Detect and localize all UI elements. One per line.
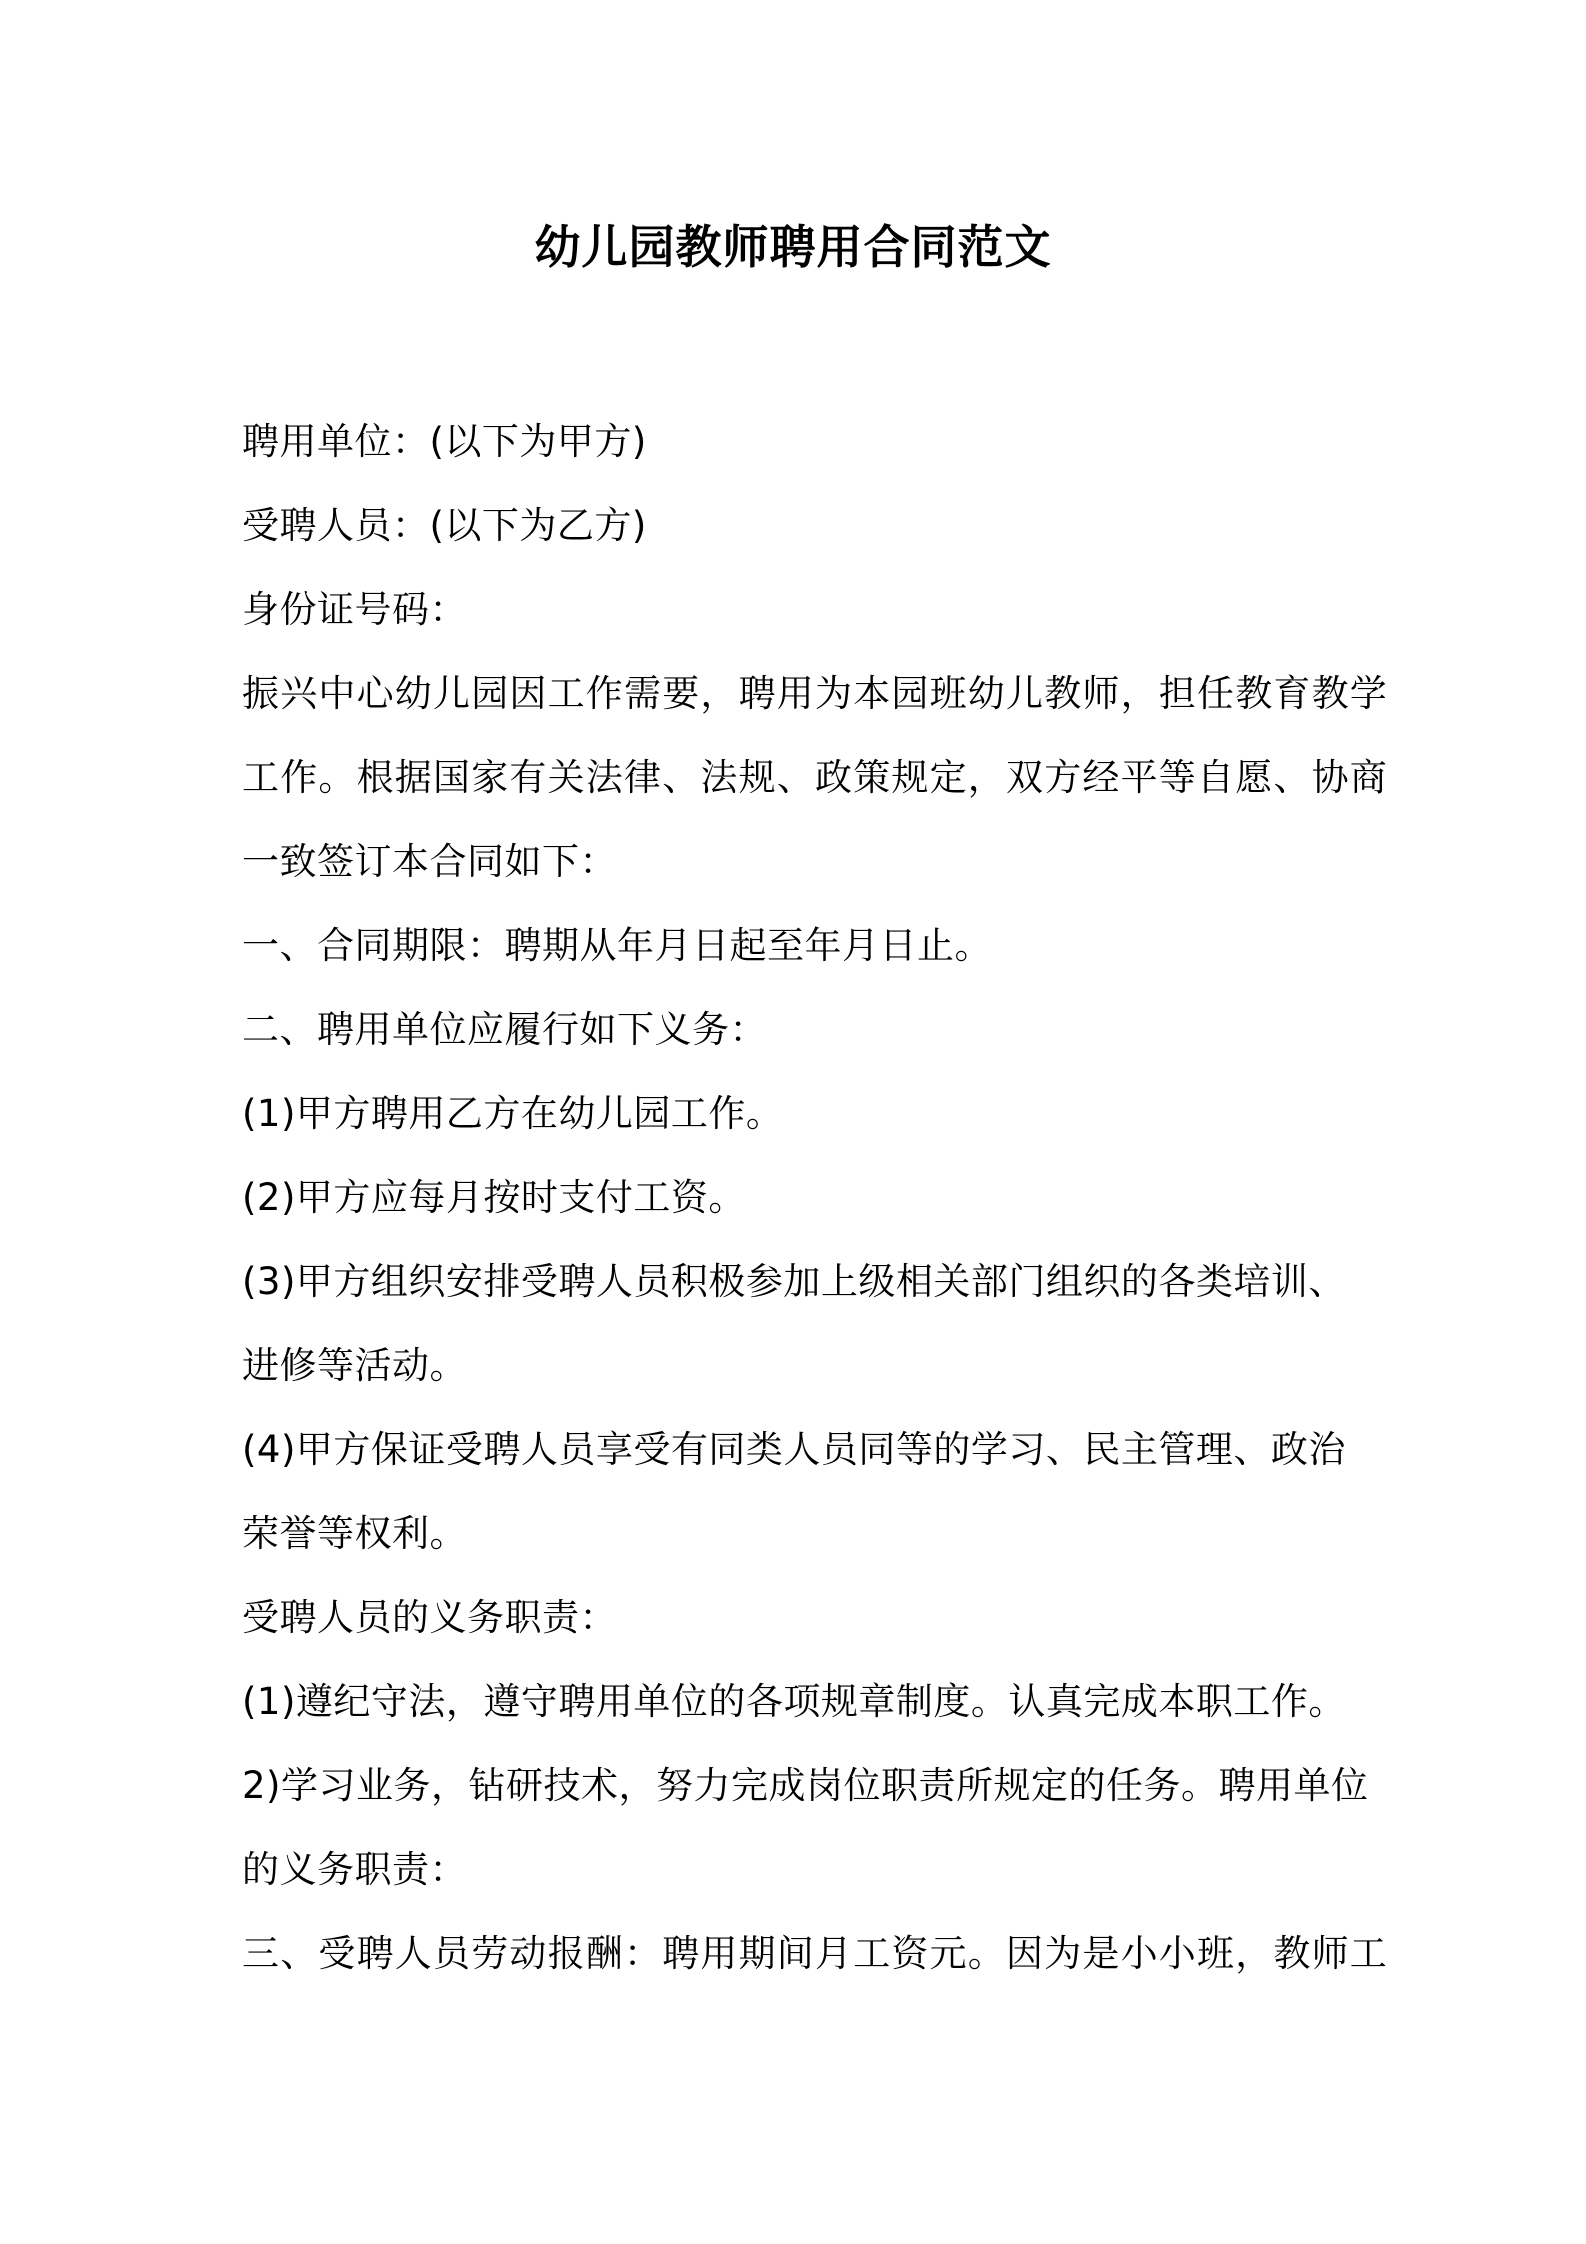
document-body <box>242 400 1388 1996</box>
paragraph-line: 2)学习业务，钻研技术，努力完成岗位职责所规定的任务。聘用单位 <box>242 1764 1369 1807</box>
paragraph-line: 荣誉等权利。 <box>242 1512 467 1555</box>
paragraph-line: 振兴中心幼儿园因工作需要，聘用为本园班幼儿教师，担任教育教学 <box>242 672 1388 715</box>
paragraph-line: 进修等活动。 <box>242 1344 467 1387</box>
paragraph-line: (1)甲方聘用乙方在幼儿园工作。 <box>242 1092 784 1135</box>
paragraph-line: 三、受聘人员劳动报酬：聘用期间月工资元。因为是小小班，教师工 <box>242 1932 1388 1975</box>
paragraph-line: (1)遵纪守法，遵守聘用单位的各项规章制度。认真完成本职工作。 <box>242 1680 1346 1723</box>
paragraph-line: 工作。根据国家有关法律、法规、政策规定，双方经平等自愿、协商 <box>242 756 1388 799</box>
document-title: 幼儿园教师聘用合同范文 <box>534 220 1052 274</box>
paragraph-line: 二、聘用单位应履行如下义务： <box>242 1008 767 1051</box>
paragraph-line: (2)甲方应每月按时支付工资。 <box>242 1176 746 1219</box>
paragraph-line: 一致签订本合同如下： <box>242 840 617 883</box>
paragraph-line: (4)甲方保证受聘人员享受有同类人员同等的学习、民主管理、政治 <box>242 1428 1346 1471</box>
paragraph-line: 受聘人员：(以下为乙方) <box>242 504 647 547</box>
paragraph-line: 的义务职责： <box>242 1848 467 1891</box>
paragraph-line: 聘用单位：(以下为甲方) <box>242 420 647 463</box>
paragraph-line: 身份证号码： <box>242 588 467 631</box>
paragraph-line: (3)甲方组织安排受聘人员积极参加上级相关部门组织的各类培训、 <box>242 1260 1346 1303</box>
paragraph-line: 受聘人员的义务职责： <box>242 1596 617 1639</box>
paragraph-line: 一、合同期限：聘期从年月日起至年月日止。 <box>242 924 992 967</box>
